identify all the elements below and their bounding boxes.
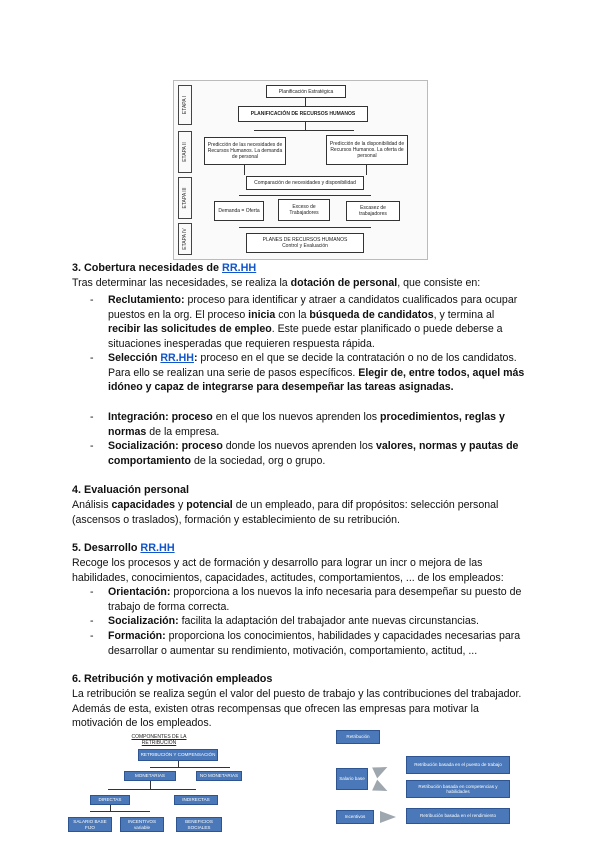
shortage-box: Escasez de trabajadores xyxy=(346,201,400,221)
pay-incentives: Incentivos xyxy=(336,810,374,824)
arrow-right-icon xyxy=(380,811,396,823)
tree-base-salary: SALARIO BASE FIJO xyxy=(68,817,112,832)
balance-box: Demanda = Oferta xyxy=(214,201,264,221)
surplus-box: Exceso de Trabajadores xyxy=(278,199,330,221)
list-item-integration: Integración: proceso en el que los nuevos aprenden los procedimientos, reglas y normas de la empresa. xyxy=(108,411,505,438)
tree-incentives: INCENTIVOS variable xyxy=(120,817,164,832)
tree-title: COMPONENTES DE LA RETRIBUCIÓN xyxy=(114,735,204,745)
stage-1: ETAPA I xyxy=(178,85,192,125)
stage-4: ETAPA IV xyxy=(178,223,192,255)
pay-by-performance: Retribución basada en el rendimiento xyxy=(406,808,510,824)
list-item-recruitment: Reclutamiento: proceso para identificar y atraer a candidatos cualificados para ocupar puestos en la org. El proceso inicia con la búsqueda de candidatos, y termina al recibir las solicitudes de empleo. Este puede estar planificado o puede deberse a situaciones inesperadas que requieren respuesta rápida. xyxy=(108,294,518,350)
hr-plans-title: PLANES DE RECURSOS HUMANOS xyxy=(262,237,348,243)
stage-2: ETAPA II xyxy=(178,131,192,173)
section-3-intro: Tras determinar las necesidades, se realiza la dotación de personal, que consiste en: xyxy=(72,277,481,289)
list-item-socialization-2: Socialización: facilita la adaptación del trabajador ante nuevas circunstancias. xyxy=(108,615,479,627)
section-5-intro: Recoge los procesos y act de formación y desarrollo para lograr un incr o mejora de las habilidades, conocimientos, capacidades, actitudes, comportamientos, ... de los empleados: xyxy=(72,557,504,584)
pay-top: Retribución xyxy=(336,730,380,744)
section-6-title: 6. Retribución y motivación empleados xyxy=(72,673,273,685)
pay-base-salary: Salario base xyxy=(336,768,368,790)
hr-plans-subtitle: Control y Evaluación xyxy=(282,243,328,249)
tree-indirect: INDIRECTAS xyxy=(174,795,218,805)
rrhh-link-2[interactable]: RR.HH xyxy=(160,352,194,364)
rrhh-link[interactable]: RR.HH xyxy=(222,262,257,274)
pay-types-diagram xyxy=(336,728,526,828)
tree-non-monetary: NO MONETARIAS xyxy=(196,771,242,781)
tree-benefits: BENEFICIOS SOCIALES xyxy=(176,817,222,832)
arrow-up-icon xyxy=(372,762,390,779)
tree-root: RETRIBUCIÓN Y COMPENSACIÓN xyxy=(138,749,218,761)
supply-box: Predicción de la disponibilidad de Recursos Humanos. La oferta de personal xyxy=(326,135,408,165)
rrhh-link-3[interactable]: RR.HH xyxy=(140,542,175,554)
section-4-title: 4. Evaluación personal xyxy=(72,484,190,496)
strategic-planning-box: Planificación Estratégica xyxy=(266,85,346,98)
pay-by-position: Retribución basada en el puesto de trabajo xyxy=(406,756,510,774)
arrow-down-icon xyxy=(372,780,390,797)
compensation-tree-diagram xyxy=(68,735,243,835)
hr-plans-box xyxy=(246,233,364,253)
section-6-text: La retribución se realiza según el valor del puesto de trabajo y las contribuciones del trabajador. Además de esta, existen otras recompensas que ofrecen las empresas para motivar la motivación de los empleados. xyxy=(72,688,522,730)
tree-direct: DIRECTAS xyxy=(90,795,130,805)
list-item-training: Formación: proporciona los conocimientos, habilidades y capacidades necesarias para desarrollar o aumentar su rendimiento, motivación, comportamiento, actitud, ... xyxy=(108,630,521,657)
section-3-title: 3. Cobertura necesidades de RR.HH xyxy=(72,262,257,274)
stage-3: ETAPA III xyxy=(178,177,192,219)
section-4-text: Análisis capacidades y potencial de un empleado, para dif propósitos: selección personal (ascensos o traslados), formación y establecimiento de su retribución. xyxy=(72,499,499,526)
demand-box: Predicción de las necesidades de Recursos Humanos. La demanda de personal xyxy=(204,137,286,165)
tree-monetary: MONETARIAS xyxy=(124,771,176,781)
list-item-selection: Selección RR.HH: proceso en el que se decide la contratación o no de los candidatos. Para ello se realizan una serie de pasos específicos. Elegir de, entre todos, aquel más idóneo y capaz de integrarse para desempeñar las tareas asignadas. xyxy=(108,352,525,394)
hr-planning-box: PLANIFICACIÓN DE RECURSOS HUMANOS xyxy=(238,106,368,122)
comparison-box: Comparación de necesidades y disponibilidad xyxy=(246,176,364,190)
hr-planning-diagram xyxy=(173,80,428,260)
list-item-socialization: Socialización: proceso donde los nuevos aprenden los valores, normas y pautas de comportamiento de la sociedad, org o grupo. xyxy=(108,440,519,467)
list-item-orientation: Orientación: proporciona a los nuevos la info necesaria para desempeñar su puesto de trabajo de forma correcta. xyxy=(108,586,522,613)
pay-by-competence: Retribución basada en competencias y habilidades xyxy=(406,780,510,798)
section-5-title: 5. Desarrollo RR.HH xyxy=(72,542,175,554)
